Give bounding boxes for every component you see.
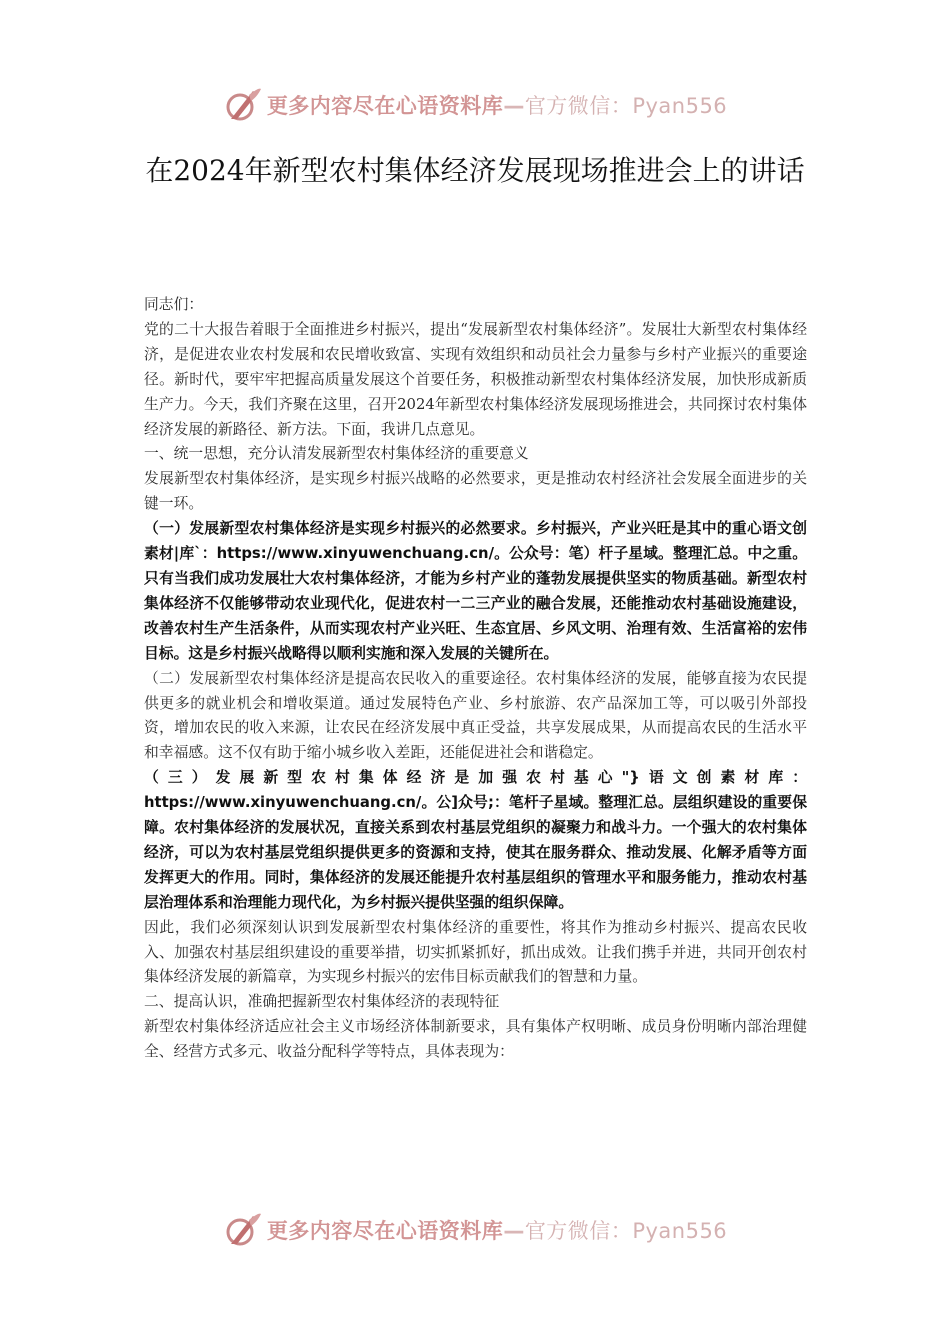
header-banner: [0, 80, 950, 130]
section-heading-1: 一、统一思想，充分认清发展新型农村集体经济的重要意义: [144, 445, 529, 463]
salutation: 同志们：: [144, 296, 204, 313]
paragraph-point-2: （二）发展新型农村集体经济是提高农民收入的重要途径。农村集体经济的发展，能够直接为农民提供更多的就业机会和增收渠道。通过发展特色产业、乡村旅游、农产品深加工等，可以吸引外部投资，增加农民的收入来源，让农民在经济发展中真正受益，共享发展成果，从而提高农民的生活水平和幸福感。这不仅有助于缩小城乡收入差距，还能促进社会和谐稳定。: [144, 669, 807, 762]
banner-text: 更多内容尽在心语资料库—官方微信：Pyan556: [266, 94, 728, 118]
paragraph-point-3: （三）发展新型农村集体经济是加强农村基心"}语文创素材库：https://www.xinyuwenchuang.cn/。公]众号;：笔杆子星域。整理汇总。层组织建设的重要保障。农村集体经济的发展状况，直接关系到农村基层党组织的凝聚力和战斗力。一个强大的农村集体经济，可以为农村基层党组织提供更多的资源和支持，使其在服务群众、推动发展、化解矛盾等方面发挥更大的作用。同时，集体经济的发展还能提升农村基层组织的管理水平和服务能力，推动农村基层治理体系和治理能力现代化，为乡村振兴提供坚强的组织保障。: [144, 769, 807, 911]
document-title: 在2024年新型农村集体经济发展现场推进会上的讲话: [145, 154, 805, 187]
quill-logo-icon: [223, 1210, 263, 1250]
quill-logo-icon: [223, 85, 263, 125]
paragraph-conclusion: 因此，我们必须深刻认识到发展新型农村集体经济的重要性，将其作为推动乡村振兴、提高农民收入、加强农村基层组织建设的重要举措，切实抓紧抓好，抓出成效。让我们携手并进，共同开创农村集体经济发展的新篇章，为实现乡村振兴的宏伟目标贡献我们的智慧和力量。: [144, 918, 807, 986]
paragraph-point-1: （一）发展新型农村集体经济是实现乡村振兴的必然要求。乡村振兴，产业兴旺是其中的重心语文创素材|库`：https://www.xinyuwenchuang.cn/。公众号：笔）杆子星域。整理汇总。中之重。只有当我们成功发展壮大农村集体经济，才能为乡村产业的蓬勃发展提供坚实的物质基础。新型农村集体经济不仅能够带动农业现代化，促进农村一二三产业的融合发展，还能推动农村基础设施建设，改善农村生产生活条件，从而实现农村产业兴旺、生态宜居、乡风文明、治理有效、生活富裕的宏伟目标。这是乡村振兴战略得以顺利实施和深入发展的关键所在。: [144, 520, 807, 662]
paragraph-intro: 党的二十大报告着眼于全面推进乡村振兴，提出“发展新型农村集体经济”。发展壮大新型农村集体经济，是促进农业农村发展和农民增收致富、实现有效组织和动员社会力量参与乡村产业振兴的重要途径。新时代，要牢牢把握高质量发展这个首要任务，积极推动新型农村集体经济发展，加快形成新质生产力。今天，我们齐聚在这里，召开2024年新型农村集体经济发展现场推进会，共同探讨农村集体经济发展的新路径、新方法。下面，我讲几点意见。: [144, 320, 807, 438]
footer-banner: [0, 1205, 950, 1255]
paragraph: 发展新型农村集体经济，是实现乡村振兴战略的必然要求，更是推动农村经济社会发展全面进步的关键一环。: [144, 470, 807, 513]
paragraph: 新型农村集体经济适应社会主义市场经济体制新要求，具有集体产权明晰、成员身份明晰内部治理健全、经营方式多元、收益分配科学等特点，具体表现为：: [144, 1018, 807, 1061]
section-heading-2: 二、提高认识，准确把握新型农村集体经济的表现特征: [144, 993, 500, 1011]
document-body: [144, 293, 807, 1065]
banner-text: 更多内容尽在心语资料库—官方微信：Pyan556: [266, 1219, 728, 1243]
